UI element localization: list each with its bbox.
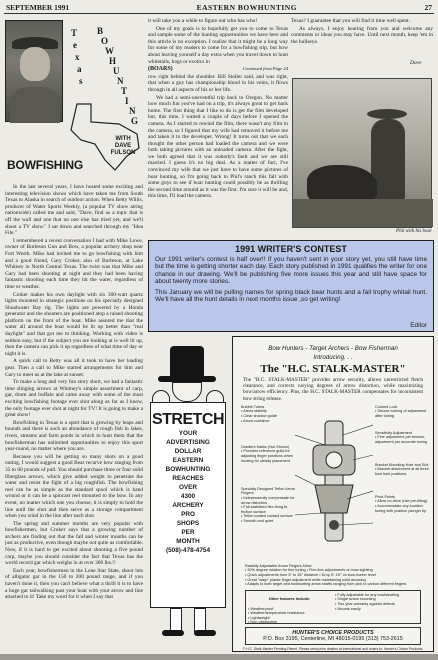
- ad-line: DOLLAR: [174, 448, 202, 455]
- product-name: The "H.C. STALK-MASTER": [260, 363, 406, 375]
- photo-caption: Phil with his boar: [396, 229, 432, 234]
- ad-line: REACHES: [172, 475, 204, 482]
- writers-contest-box: [148, 240, 434, 332]
- ad-audience-line: Bow Hunters - Target Archers - Bow Fisherman: [268, 345, 398, 352]
- ad-line: ARCHERY: [172, 502, 204, 509]
- author-shirt-shape: [10, 87, 60, 123]
- manufacturer-name: HUNTER'S CHOICE PRODUCTS: [292, 629, 374, 636]
- paragraph: In the last several years, I have hosted some exciting and interesting television shows which have taken me from South Texas to Alaska in search of outdoor action. When Betty Willis, producer of Water Sports Weekly, (a popular TV show airing nationwide) called me and said, "Dave, find us a topic that is off the wall and one that no one else has tried yet, and we'll shoot a TV show." I sat down and searched through my "Idea File.": [5, 184, 143, 237]
- title-letter: e: [73, 40, 77, 50]
- paragraph: Each year, bowfishermen in the Lone Star State, shoot lots of alligator gar in the 150 to 200 pound range, and if you haven't done it, then you can't believe what a thrill it is to have a huge gar tailwalking past your boat with your arrow and line attached to it! Take my word for it when I say that: [5, 567, 143, 601]
- title-letter: O: [101, 36, 109, 46]
- diagram-label: Bubble Tubes • Arrow stability • Clear shadow guide • Arrow container: [241, 404, 277, 423]
- adjustable-features: Radially Adjustable Arrow Fingers Allow • 30% degree rotation for fine tuning • Fine line-adjustments on bow sighting • Quick adjustments from 5° to 35° distance • Drop 5°-15° on bow-hunter level • Great "warp" plastic finger adjustment while maintaining solid accuracy • Adapts to both target and bowhunting arrow shafts ranging from pick to carbon different fingers: [245, 563, 407, 587]
- paragraph: To make a long and very fun story short, we had a fantastic time slinging arrows at Whitney's simple assortment of carp, gar, drum and buffalo and came away with some of the most exciting bowfishing footage ever shot along as far as I know, the only footage ever shot at night for TV! It is going to make a great show!: [5, 379, 143, 419]
- page-number: 27: [424, 3, 432, 12]
- paragraph: row right behind the shoulder. Bill Stoller said, and was right, that when a guy has championship blood in his veins, it flows through in all aspects of his or her life.: [148, 73, 288, 93]
- byline-with: WITH: [115, 136, 131, 142]
- left-leg-shape: [170, 608, 182, 632]
- stretch-ad-body: [150, 402, 226, 608]
- diagram-label: Bracket Mounting Hole and Slot • Bracket attachment at all three bow hole positions: [375, 462, 429, 476]
- title-letter: s: [79, 76, 83, 86]
- page-edge: [0, 654, 438, 660]
- paragraph: it will take you a while to figure out who has who!: [148, 18, 258, 24]
- ad-line: OVER: [178, 484, 198, 491]
- paragraph: Texas? I guarantee that you will find it time well spent.: [291, 18, 410, 24]
- title-letter: U: [113, 66, 120, 76]
- hunter-hat: [367, 109, 407, 119]
- title-letter: G: [131, 116, 139, 126]
- ad-line: PRO: [181, 511, 195, 518]
- contest-paragraph: Our 1991 writer's contest is half over!! If you haven't sent in your story yet, you still have time but the time is getting shorter each day. Each story published in 1991 qualifies the writer for one chance in our drawing. We'll be publishing five more issues this year and still have space for about twenty more stories.: [155, 256, 427, 286]
- boar-photo: [292, 78, 432, 228]
- ad-line: YOUR: [178, 430, 198, 437]
- contest-title: 1991 WRITER'S CONTEST: [235, 244, 347, 254]
- continued-note: Continued from Page 24: [242, 66, 288, 72]
- diagram-label: Gradient Marks (Not Shown) • Provides reference guild for adjusting finger positions when hunting for steady placement: [241, 444, 293, 463]
- paragraph: One of my goals is to hopefully get you to come to Texas and sample some of the hunting opportunities we have here and this article is no exception. I realize that it might be a long way for some of my readers to come for a bowfishing trip, but how about leaving yourself a day extra when you travel down to hunt whitetails, hogs or exotics in: [148, 25, 288, 65]
- top-hat-icon: [170, 346, 204, 378]
- contest-signoff: Editor: [410, 322, 427, 329]
- boars-heading: [148, 66, 288, 73]
- middle-column-text: [148, 18, 288, 236]
- byline: [103, 136, 143, 157]
- article-title: BOWFISHING: [7, 158, 83, 172]
- left-shoe-shape: [162, 630, 184, 636]
- other-features-box: [245, 590, 421, 624]
- contest-paragraph: This January we will be pulling names for spring black bear hunts and a fall trophy whitail hunt. We'll have all the hunt details in next months issue ,so get writing!: [155, 288, 427, 304]
- paragraph: We had a semi-uneventful trip back to Oregon. No matter how much fun you've had on a trip, it's always great to get back home. The first thing that I like to do is get the film developed but, this time, I waited a couple of days before I opened the camera. As I started to rewind the film, there wasn't any film in the camera, so I figured that my wife had removed it before me and taken it to the developer. Wrong! It turns out that we each thought the other person had loaded the camera and we were both taking pictures with an unloaded camera. After the fight, we both agreed that it was nobody's fault and we are still married. I guess it's no big deal. As a matter of fact, I've convinced my wife that we just have to have some pictures of boar hunting, so I'm going back to Phil's ranch this fall with some guys to see if boar hunting could possibly be as thrilling the second time around as it was the first. I'm sure it will be and, this time, I'll load the camera.: [148, 94, 288, 200]
- page-header: [4, 2, 434, 14]
- paragraph: Bowfishing in Texas is a sport that is growing by leaps and bounds and there is such an abundance of rough fish in lakes, rivers, streams and farm ponds in which to hunt them that the bowfisherman has unlimited opportunities to enjoy this sport year-round, no matter where you are.: [5, 419, 143, 453]
- issue-date: SEPTEMBER 1991: [6, 3, 70, 12]
- ad-line: BOWHUNTING: [165, 466, 211, 473]
- title-letter: T: [121, 86, 128, 96]
- diagram-label: Sensitivity Adjustment • Fine adjustment per tension, adjustment per accurate tuning: [375, 430, 428, 444]
- byline-author: DAVE FULSON: [110, 143, 136, 156]
- title-letter: H: [109, 56, 117, 66]
- title-letter: N: [117, 76, 124, 86]
- diagram-label: Pivot Points • Allow no-drive (rise pre-tilting) • Accommodate any location tuning with position plunger tip: [375, 494, 428, 513]
- other-features-title: Other features Include:: [268, 597, 311, 602]
- publication-name: EASTERN BOWHUNTING: [196, 3, 298, 12]
- paragraph: As always, I enjoy hearing from you and welcome any comments or ideas you may have. Until next month, keep 'em in the bullseye.: [291, 25, 433, 45]
- ad-phone: (508)-478-4754: [165, 547, 211, 554]
- arrow-rest-illustration: [295, 415, 373, 555]
- title-letter: I: [125, 96, 129, 106]
- stalk-master-ad: [232, 336, 434, 652]
- ad-footer: © H.C. Stalk-Master Pending Patent. Please send price dealers at international and orders to: Hunter's Choice Products.: [242, 646, 424, 651]
- column-title-graphic: [5, 18, 143, 182]
- face-shape: [172, 382, 202, 402]
- title-letter: a: [77, 64, 82, 74]
- paragraph: Croker makes his own daylight with six 300-watt quartz lights mounted in strategic positions on his specially designed Shoalwater Bay rig. The lights are powered by a Honda generator and the shooters are positioned atop a raised shooting platform on the front of the boat. Mike assured me that the water all around the boat would be lit up better than "real daylight" and that got me to thinking. Working with video is seldom easy, but if the subject you are looking at is well lit up, then the camera can pick it up regardless of what time of day or night it is.: [5, 291, 143, 357]
- ad-line: SHOPS: [176, 520, 200, 527]
- ad-line: ADVERTISING: [166, 439, 210, 446]
- other-features-right: • Fully adjustable for any bowhandling • Single screw mounting • Two year warranty against defects • Mounts easily: [335, 592, 399, 611]
- product-diagram: [241, 404, 429, 561]
- paragraph: The spring and summer months are very popular with bowfishermen, but Croker says that a growing number of archers are finding out that the fall and winter months can be just as productive, even though maybe not quite as comfortable. Now, if it is hard to get excited about shooting a five pound carp, maybe you should consider the fact that Texas has the world record gar which weighs in at over 300 lbs.!!: [5, 520, 143, 567]
- paragraph: Because you will be getting so many shots on a good outing, I would suggest a good Bear recurve bow ranging from 35 to 60 pounds of pull. You should purchase three or four solid fiberglass arrows, which give added weight to penetrate the water and resist the fight of a big roughfish. The bowfishing reel can be as simple as the standard spool which is hand wound or it can be a spincast reel mounted to the bow. In any event, no matter which one you choose, it is simply to hold the line until the shot and then serve as a storage compartment when you wind in the line after each shot.: [5, 453, 143, 520]
- title-letter: W: [105, 46, 114, 56]
- title-letter: N: [129, 106, 136, 116]
- right-leg-shape: [194, 608, 206, 632]
- title-letter: x: [75, 52, 80, 62]
- ground-shape: [293, 199, 433, 227]
- paragraph: A quick call to Betty was all it took to have her loading gear. Then a call to Mike started arrangements for him and Gary to meet us at the lake at sunset.: [5, 358, 143, 378]
- left-column-text: [5, 184, 143, 650]
- right-shoe-shape: [194, 630, 216, 636]
- ad-line: EASTERN: [172, 457, 204, 464]
- author-photo: [5, 20, 63, 122]
- manufacturer-address: P.O. Box 3195, Centerline, MI 48015-0195 (313) 753-2615: [263, 635, 403, 642]
- ad-line: PER: [181, 529, 195, 536]
- boars-title: (BOARS): [148, 66, 173, 73]
- author-face-shape: [20, 47, 50, 81]
- ad-line: MONTH: [176, 538, 200, 545]
- other-features-left: [248, 593, 331, 625]
- diagram-label: Specially Designed Teflon Arrow Fingers • Independently compensate for arrow distortion • Full-stabilized flex-flung bi-friction surface • Teflon coated contact surface • Smooth and quiet: [241, 486, 296, 523]
- diagram-label: Colored Lock • Secure locking of adjustment after tuning: [375, 404, 427, 418]
- title-letter: B: [97, 26, 104, 36]
- signature: Dave: [410, 60, 422, 66]
- stretch-ad: [148, 346, 228, 636]
- title-letter: T: [71, 28, 78, 38]
- product-description: The "H.C. STALK-MASTER" provides arrow security, allows unrestricted fletch clearance, and corrects varying degrees of arrow distortion, while maximizing bow/arrow efficiency. Plus, the H.C. STALK-MASTER compensates for inconsistent bow string release.: [243, 377, 423, 402]
- right-column-text: [291, 18, 433, 62]
- other-features-list: • Weatherproof • Weather/temperature resistance • Lightweight • Non-obstructive: [248, 606, 305, 625]
- ad-intro: Introducing. . .: [313, 354, 353, 361]
- ad-line: 4300: [180, 493, 196, 500]
- stretch-headline: STRETCH: [151, 411, 225, 428]
- paragraph: I remembered a recent conversation I had with Mike Lowe, owner of Burleson Gun and Bow, a popular archery shop near Fort Worth. Mike had invited me to go bowfishing with him and a good friend, Gary Croker, also of Burleson, at Lake Whitney in North Central Texas. The twist was that Mike and Gary had been shooting at night and they had been having fantastic shooting each time they hit the water, regardless of time or weather.: [5, 237, 143, 290]
